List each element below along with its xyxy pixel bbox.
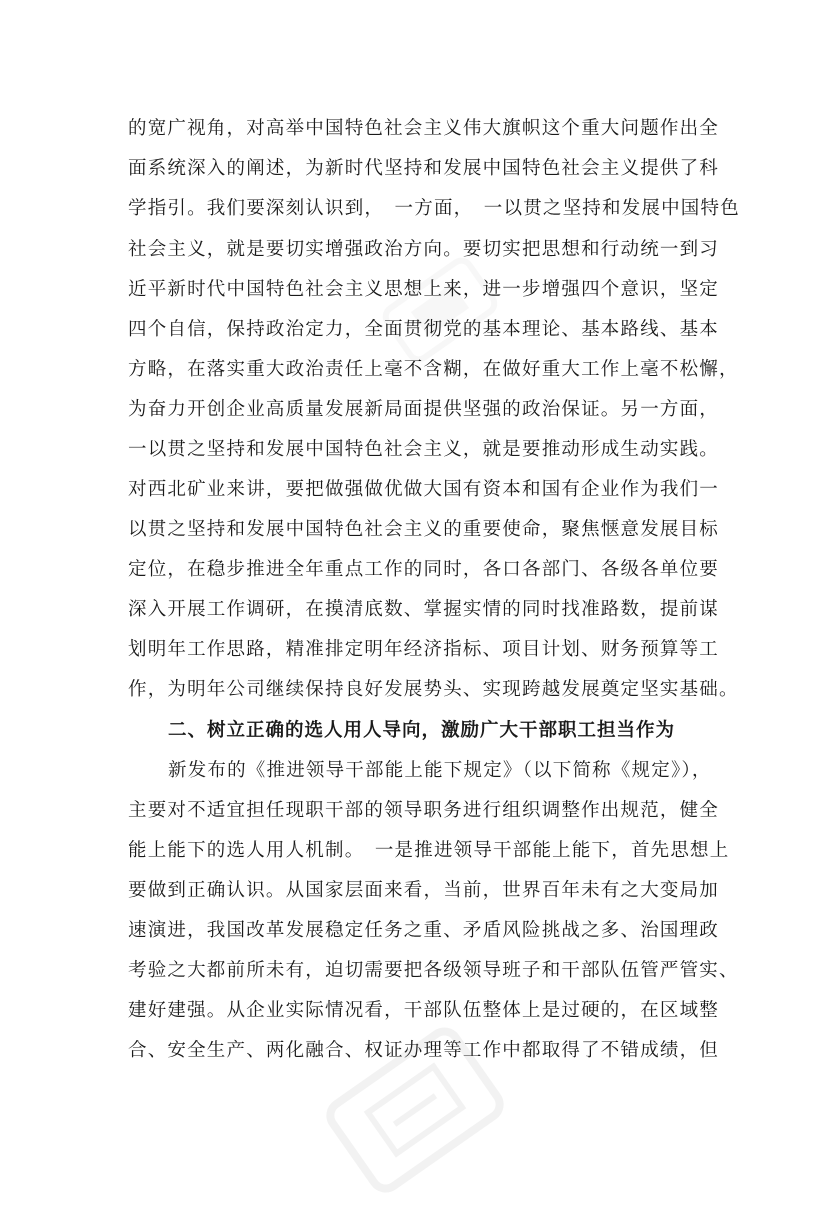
section-heading: 二、树立正确的选人用人导向，激励广大干部职工担当作为	[168, 720, 676, 741]
paragraph-line: 定位，在稳步推进全年重点工作的同时，各口各部门、各级各单位要	[128, 559, 720, 580]
paragraph-line: 方略，在落实重大政治责任上毫不含糊，在做好重大工作上毫不松懈，	[128, 359, 739, 380]
paragraph-line: 速演进，我国改革发展稳定任务之重、矛盾风险挑战之多、治国理政	[128, 920, 720, 941]
paragraph-line: 合、安全生产、两化融合、权证办理等工作中都取得了不错成绩，但	[128, 1040, 720, 1061]
paragraph-line: 建好建强。从企业实际情况看，干部队伍整体上是过硬的，在区域整	[128, 1000, 720, 1021]
paragraph-line: 要做到正确认识。从国家层面来看，当前，世界百年未有之大变局加	[128, 880, 720, 901]
paragraph-line: 考验之大都前所未有，迫切需要把各级领导班子和干部队伍管严管实、	[128, 960, 739, 981]
paragraph-line: 对西北矿业来讲，要把做强做优做大国有资本和国有企业作为我们一	[128, 479, 720, 500]
paragraph-line: 为奋力开创企业高质量发展新局面提供坚强的政治保证。另一方面，	[128, 399, 720, 420]
paragraph-line: 学指引。我们要深刻认识到， 一方面， 一以贯之坚持和发展中国特色	[128, 198, 740, 219]
paragraph-line: 划明年工作思路，精准排定明年经济指标、项目计划、财务预算等工	[128, 639, 720, 660]
paragraph-line: 以贯之坚持和发展中国特色社会主义的重要使命，聚焦惬意发展目标	[128, 519, 720, 540]
paragraph-line: 作，为明年公司继续保持良好发展势头、实现跨越发展奠定坚实基础。	[128, 679, 739, 700]
paragraph-line: 近平新时代中国特色社会主义思想上来，进一步增强四个意识，坚定	[128, 279, 720, 300]
paragraph-line: 新发布的《推进领导干部能上能下规定》（以下简称《规定》），	[168, 760, 712, 781]
paragraph-line: 四个自信，保持政治定力，全面贯彻党的基本理论、基本路线、基本	[128, 319, 720, 340]
paragraph-line: 的宽广视角，对高举中国特色社会主义伟大旗帜这个重大问题作出全	[128, 118, 720, 139]
paragraph-line: 主要对不适宜担任现职干部的领导职务进行组织调整作出规范，健全	[128, 800, 720, 821]
paragraph-line: 面系统深入的阐述，为新时代坚持和发展中国特色社会主义提供了科	[128, 158, 720, 179]
paragraph-line: 能上能下的选人用人机制。 一是推进领导干部能上能下，首先思想上	[128, 840, 730, 861]
paragraph-line: 社会主义，就是要切实增强政治方向。要切实把思想和行动统一到习	[128, 239, 720, 260]
paragraph-line: 一以贯之坚持和发展中国特色社会主义，就是要推动形成生动实践。	[128, 439, 720, 460]
paragraph-line: 深入开展工作调研，在摸清底数、掌握实情的同时找准路数，提前谋	[128, 599, 720, 620]
